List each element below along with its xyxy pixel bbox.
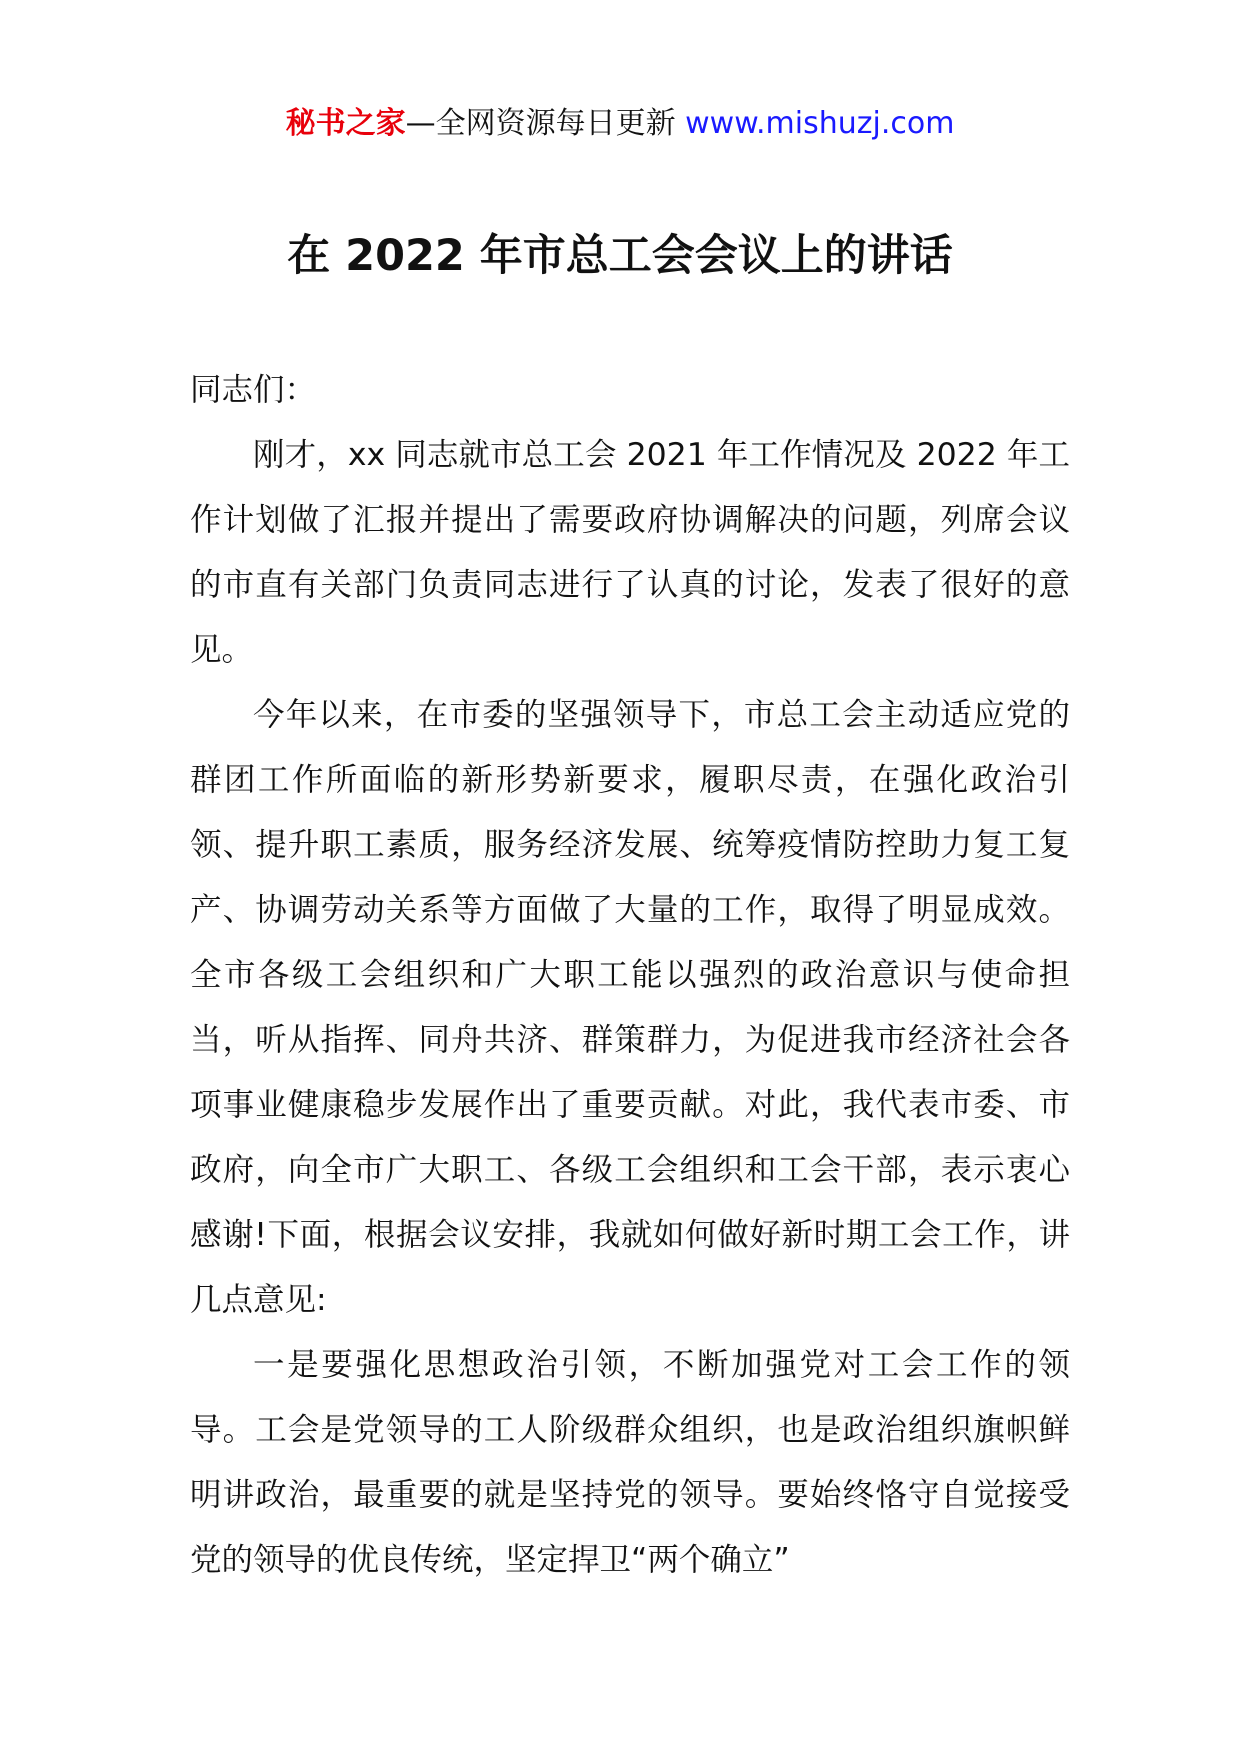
paragraph-1: 刚才，xx 同志就市总工会 2021 年工作情况及 2022 年工作计划做了汇报并提出了需要政府协调解决的问题，列席会议的市直有关部门负责同志进行了认真的讨论，发表了很好的意见。 (190, 437, 1070, 668)
paragraph-2: 今年以来，在市委的坚强领导下，市总工会主动适应党的群团工作所面临的新形势新要求，履职尽责，在强化政治引领、提升职工素质，服务经济发展、统筹疫情防控助力复工复产、协调劳动关系等方面做了大量的工作，取得了明显成效。全市各级工会组织和广大职工能以强烈的政治意识与使命担当，听从指挥、同舟共济、群策群力，为促进我市经济社会各项事业健康稳步发展作出了重要贡献。对此，我代表市委、市政府，向全市广大职工、各级工会组织和工会干部，表示衷心感谢!下面，根据会议安排，我就如何做好新时期工会工作，讲几点意见: (190, 697, 1070, 1318)
header-tagline: —全网资源每日更新 (405, 106, 676, 141)
document-title: 在 2022 年市总工会会议上的讲话 (287, 231, 953, 281)
brand-name: 秘书之家 (285, 106, 406, 141)
document-body (190, 358, 1070, 1593)
site-header (0, 102, 1240, 146)
paragraph-3: 一是要强化思想政治引领，不断加强党对工会工作的领导。工会是党领导的工人阶级群众组织，也是政治组织旗帜鲜明讲政治，最重要的就是坚持党的领导。要始终恪守自觉接受党的领导的优良传统，坚定捍卫“两个确立” (190, 1347, 1070, 1578)
salutation: 同志们： (190, 372, 317, 408)
site-url-link[interactable]: www.mishuzj.com (685, 106, 955, 141)
